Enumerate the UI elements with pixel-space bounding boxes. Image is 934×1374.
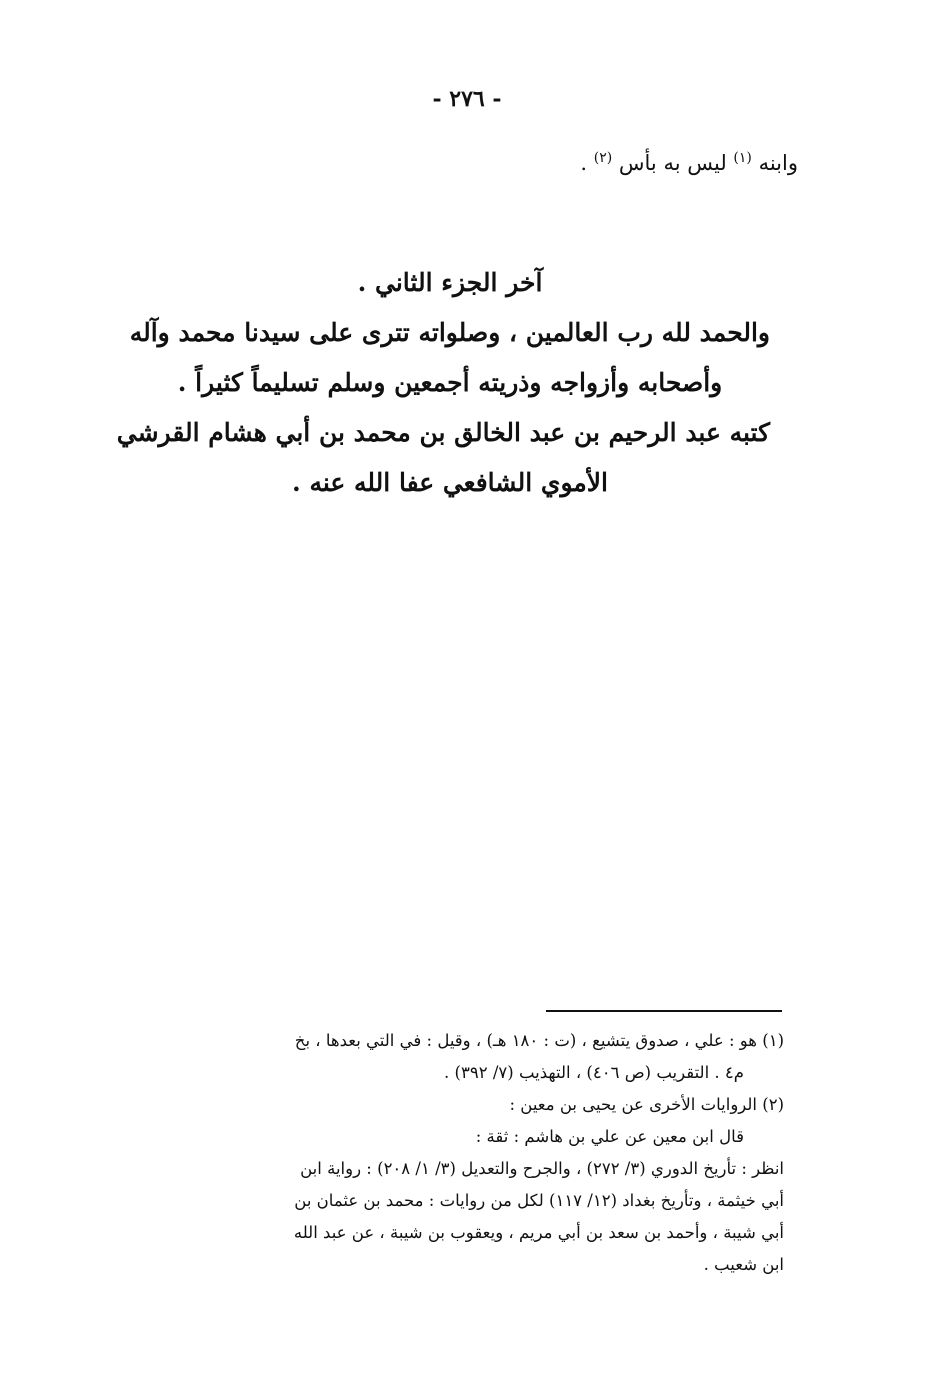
footnote-ref-2[interactable]: (٢) — [593, 150, 613, 166]
footnote-2-line: أبي شيبة ، وأحمد بن سعد بن أبي مريم ، ويعقوب بن شيبة ، عن عبد الله — [293, 1223, 784, 1242]
colophon-line: الأموي الشافعي عفا الله عنه . — [292, 468, 608, 497]
opening-text-b: ليس به بأس — [618, 151, 727, 175]
footnote-2-line: (٢) الروايات الأخرى عن يحيى بن معين : — [509, 1095, 784, 1114]
colophon-line: وأصحابه وأزواجه وذريته أجمعين وسلم تسليماً كثيراً . — [177, 368, 723, 397]
footnote-2-line: أبي خيثمة ، وتأريخ بغداد (١٢/ ١١٧) لكل من روايات : محمد بن عثمان بن — [294, 1191, 784, 1210]
colophon-line: كتبه عبد الرحيم بن عبد الخالق بن محمد بن أبي هشام القرشي — [116, 418, 770, 447]
opening-period: . — [580, 151, 588, 175]
footnote-2-line: قال ابن معين عن علي بن هاشم : ثقة : — [475, 1127, 744, 1146]
page-number: - ٢٧٦ - — [432, 86, 502, 112]
footnote-divider — [546, 1010, 782, 1012]
colophon-line: والحمد لله رب العالمين ، وصلواته تترى على سيدنا محمد وآله — [129, 318, 770, 347]
footnote-2-line: انظر : تأريخ الدوري (٣/ ٢٧٢) ، والجرح والتعديل (٣/ ١/ ٢٠٨) : رواية ابن — [300, 1159, 784, 1178]
colophon — [116, 258, 770, 508]
footnote-ref-1[interactable]: (١) — [733, 150, 752, 166]
opening-text-a: وابنه — [758, 151, 798, 175]
footnotes — [84, 1025, 784, 1281]
colophon-line: آخر الجزء الثاني . — [357, 268, 543, 297]
footnote-1-line: (١) هو : علي ، صدوق يتشيع ، (ت : ١٨٠ هـ) ، وقيل : في التي بعدها ، بخ — [294, 1031, 784, 1050]
opening-line — [118, 150, 798, 175]
footnote-1-line: م٤ . التقريب (ص ٤٠٦) ، التهذيب (٧/ ٣٩٢) . — [444, 1063, 744, 1082]
footnote-2-line: ابن شعيب . — [703, 1255, 784, 1274]
